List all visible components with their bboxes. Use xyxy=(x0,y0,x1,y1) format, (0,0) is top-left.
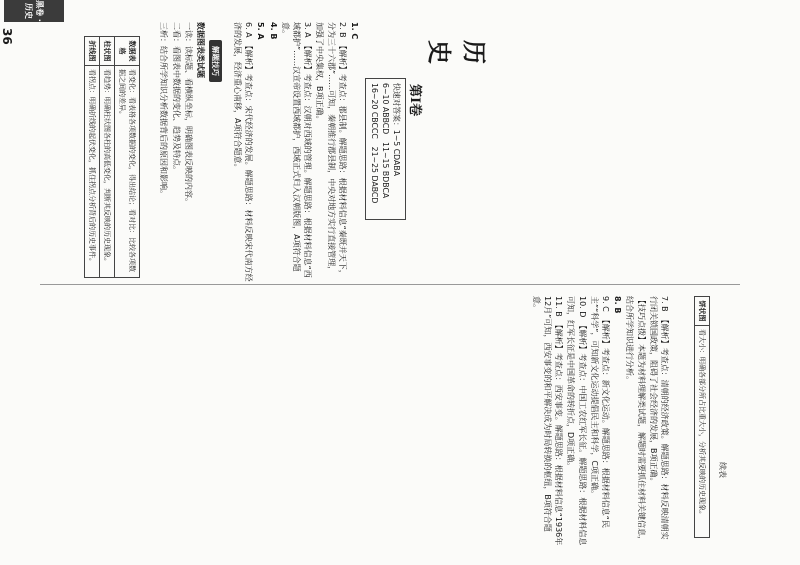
table-row xyxy=(695,297,709,537)
table-row xyxy=(85,37,100,277)
subject-title: 历史 xyxy=(425,40,489,76)
table-cell-desc: 看大小：明确各部分所占比重大小，分析其反映的历史现象。 xyxy=(698,329,706,518)
tips-step: 二看：看图表中数据的变化、趋势及特点。 xyxy=(171,22,181,174)
tips-tag: 解题技巧 xyxy=(209,40,222,82)
page-number: 36 xyxy=(0,28,14,45)
answer-q5: 5. A xyxy=(256,22,266,40)
answer-key-box xyxy=(365,78,406,220)
answer-q2: 2. B 【解析】考查点：郡县制。解题思路：根据材料信息“秦既并天下，分为三十六郡”……可知，秦朝推行郡县制，中央对地方实行直接管理，加强了中央集权，B项正确。 xyxy=(315,22,347,278)
tips-subtitle: 数据图表类试题 xyxy=(196,22,205,78)
table-row xyxy=(115,37,139,277)
table-cell-type: 折线图 xyxy=(85,37,99,66)
tips-step: 三析：结合所学知识分析数据背后的原因和影响。 xyxy=(159,22,169,198)
table-cell-type: 柱状图 xyxy=(100,37,114,66)
answer-q9: 9. C 【解析】考查点：新文化运动。解题思路：根据材料信息“民主”“科学”，可知新文化运动提倡民主和科学，C项正确。 xyxy=(589,296,610,528)
answer-q11: 11. B 【解析】考查点：西安事变。解题思路：根据材料信息“1936年12月”可知，西安事变的和平解决成为时局转换的枢纽，B项符合题意。 xyxy=(531,296,564,546)
left-column xyxy=(231,22,360,282)
answer-q6: 6. A 【解析】考查点：宋代经济的发展。解题思路：材料反映宋代南方经济的发展，经济重心南移，A项符合题意。 xyxy=(232,22,254,282)
answer-key-line: 快速对答案：1~5 CDABA xyxy=(392,83,401,177)
answer-q7: 7. B 【解析】考查点：清朝的经济政策。解题思路：材料反映清朝实行闭关锁国政策，阻碍了社会经济的发展，B项正确。 xyxy=(648,296,669,540)
chart-type-table xyxy=(84,36,140,278)
part-heading: 第Ⅰ卷 xyxy=(407,84,422,117)
answer-q3: 3. A 【解析】考查点：汉朝对西域的管理。解题思路：根据材料信息“西域都护”……汉宣帝设置西域都护，西域正式归入汉朝版图，A项符合题意。 xyxy=(280,22,313,278)
table-cell-desc: 看趋势：明确柱状图各柱的高低变化，判断其反映的历史现象。 xyxy=(103,69,111,265)
side-tab: 黑卷 · 历史 xyxy=(4,0,64,22)
column-divider xyxy=(40,284,740,285)
answer-key-line: 16~20 CBCCC 21~25 DABCD xyxy=(370,83,379,204)
hint-block: 【技巧点拨】本题为材料理解类试题，解题时需要抓住材料关键信息，结合所学知识进行分析。 xyxy=(625,296,646,544)
table-row xyxy=(100,37,115,277)
chart-type-table-continued xyxy=(694,296,710,538)
table-cell-desc: 看拐点：明确折线的起伏变化，抓住拐点分析背后的历史事件。 xyxy=(88,69,96,265)
answer-q8: 8. B xyxy=(613,296,623,314)
right-column xyxy=(530,296,670,546)
answer-q1: 1. C xyxy=(350,22,359,40)
tips-step: 一读：读标题、看横纵坐标，明确图表反映的内容。 xyxy=(183,22,193,206)
table-cell-desc: 看变化：看表格各项数据的变化，得出结论；看对比：比较各项数据之间的差异。 xyxy=(118,69,136,272)
answer-q10: 10. D 【解析】考查点：中国工农红军长征。解题思路：根据材料信息可知，红军长征是中国革命的转折点，D项正确。 xyxy=(566,296,587,546)
table-cell-type: 饼状图 xyxy=(695,297,709,326)
continued-label: 续表 xyxy=(718,462,727,478)
answer-q4: 4. B xyxy=(268,22,278,40)
answer-key-line: 6~10 ABBCD 11~15 BDBCA xyxy=(381,83,390,199)
table-cell-type: 数据表格 xyxy=(115,37,139,66)
tips-block xyxy=(157,22,206,282)
